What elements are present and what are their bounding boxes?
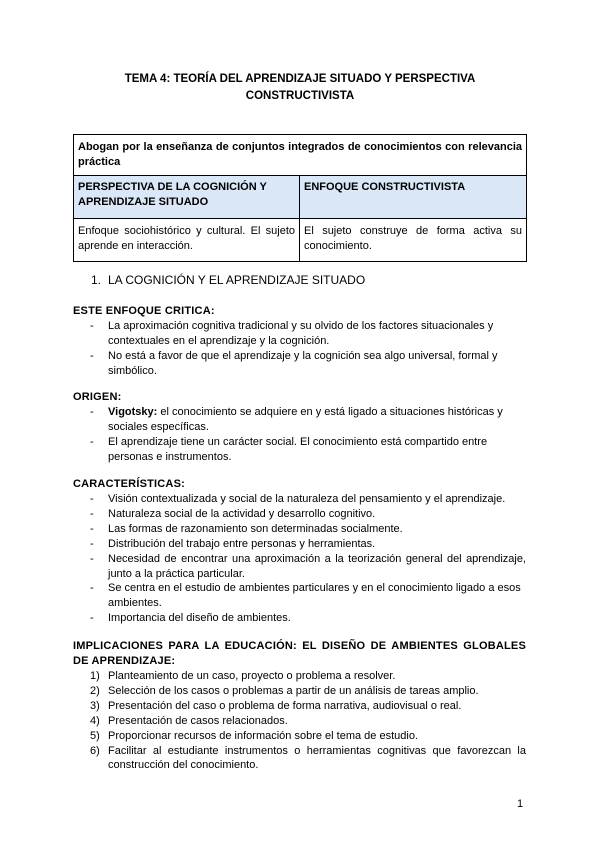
implicaciones-list	[73, 669, 526, 773]
list-item: 5) Proporcionar recursos de información sobre el tema de estudio.	[90, 729, 418, 742]
title-line-2: CONSTRUCTIVISTA	[245, 90, 355, 102]
list-item: - Vigotsky: el conocimiento se adquiere en y está ligado a situaciones históricas y sociales específicas.	[90, 406, 503, 433]
table-header-cell: Abogan por la enseñanza de conjuntos integrados de conocimientos con relevancia práctica	[74, 135, 527, 176]
number-marker: 1)	[90, 670, 100, 682]
caracteristicas-list	[73, 492, 526, 626]
section-heading-1	[91, 273, 365, 288]
column-title-constructivista: ENFOQUE CONSTRUCTIVISTA	[300, 176, 527, 219]
column-title-situado: PERSPECTIVA DE LA COGNICIÓN Y APRENDIZAJE SITUADO	[74, 176, 300, 219]
list-item: - Importancia del diseño de ambientes.	[90, 612, 291, 625]
dash-marker: -	[90, 349, 94, 362]
list-item: - Distribución del trabajo entre personas y herramientas.	[90, 537, 376, 550]
cell-constructivista-text: El sujeto construye de forma activa su conocimiento.	[300, 219, 527, 262]
section-title: LA COGNICIÓN Y EL APRENDIZAJE SITUADO	[108, 273, 366, 287]
number-marker: 4)	[90, 714, 100, 727]
list-item: - Visión contextualizada y social de la naturaleza del pensamiento y el aprendizaje.	[90, 493, 506, 505]
dash-marker: -	[90, 612, 94, 625]
dash-marker: -	[90, 406, 94, 418]
list-item: - Naturaleza social de la actividad y desarrollo cognitivo.	[90, 507, 376, 520]
list-item: 6) Facilitar al estudiante instrumentos o herramientas cognitivas que favorezcan la construcción del conocimiento.	[90, 744, 526, 772]
title-line-1: TEMA 4: TEORÍA DEL APRENDIZAJE SITUADO Y PERSPECTIVA	[124, 73, 476, 85]
list-item: - La aproximación cognitiva tradicional y su olvido de los factores situacionales y contextuales en el aprendizaje y la cognición.	[90, 320, 494, 347]
number-marker: 3)	[90, 699, 100, 712]
dash-marker: -	[90, 552, 94, 565]
dash-marker: -	[90, 537, 94, 550]
list-item: - No está a favor de que el aprendizaje y la cognición sea algo universal, formal y simbólico.	[90, 349, 498, 377]
dash-marker: -	[90, 493, 94, 505]
dash-marker: -	[90, 507, 94, 520]
critica-heading: ESTE ENFOQUE CRITICA:	[73, 305, 215, 317]
vigotsky-label: Vigotsky:	[108, 406, 158, 418]
list-item: - Necesidad de encontrar una aproximación a la teorización general del aprendizaje, junto a la práctica particular.	[90, 552, 526, 580]
cell-situado-text: Enfoque sociohistórico y cultural. El sujeto aprende en interacción.	[74, 219, 300, 262]
page-number: 1	[517, 798, 524, 810]
table-body-row	[74, 219, 527, 262]
list-item: 2) Selección de los casos o problemas a partir de un análisis de tareas amplio.	[90, 684, 479, 697]
list-item: - El aprendizaje tiene un carácter social. El conocimiento está compartido entre personas e instrumentos.	[90, 435, 488, 463]
section-number: 1.	[91, 273, 102, 287]
dash-marker: -	[90, 320, 94, 332]
dash-marker: -	[90, 522, 94, 535]
number-marker: 6)	[90, 744, 100, 757]
document-title	[80, 71, 520, 105]
origen-list	[73, 405, 526, 465]
table-header-row	[74, 135, 527, 176]
list-item: 1) Planteamiento de un caso, proyecto o problema a resolver.	[90, 670, 396, 682]
list-item: - Se centra en el estudio de ambientes particulares y en el conocimiento ligado a esos ambientes.	[90, 582, 521, 610]
dash-marker: -	[90, 582, 94, 595]
list-item: 3) Presentación del caso o problema de forma narrativa, audiovisual o real.	[90, 699, 462, 712]
caracteristicas-heading: CARACTERÍSTICAS:	[73, 478, 185, 490]
comparison-table	[73, 134, 527, 262]
critica-list	[73, 319, 526, 379]
implicaciones-heading: IMPLICACIONES PARA LA EDUCACIÓN: EL DISEÑO DE AMBIENTES GLOBALES DE APRENDIZAJE:	[73, 640, 526, 667]
dash-marker: -	[90, 435, 94, 448]
list-item: - Las formas de razonamiento son determinadas socialmente.	[90, 522, 403, 535]
list-item: 4) Presentación de casos relacionados.	[90, 714, 288, 727]
table-column-titles-row	[74, 176, 527, 219]
number-marker: 5)	[90, 729, 100, 742]
number-marker: 2)	[90, 684, 100, 697]
origen-heading: ORIGEN:	[73, 391, 122, 403]
